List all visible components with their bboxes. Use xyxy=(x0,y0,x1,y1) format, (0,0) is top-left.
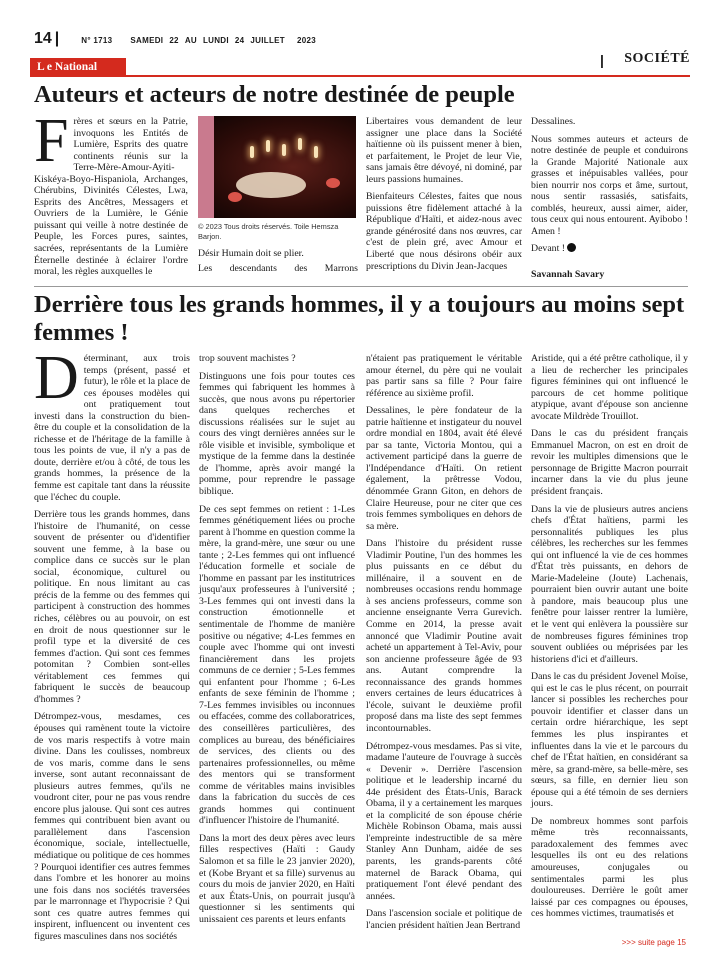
article1-column-4 xyxy=(531,116,688,287)
article2-col4-p2: Dans le cas du président français Emmanuel Macron, on est en droit de revoir les multiples dimensions que le personnage de Brigitte Macron pourrait incarner dans la vie du plus jeune président français. xyxy=(531,428,688,498)
article2-title: Derrière tous les grands hommes, il y a toujours au moins sept femmes ! xyxy=(34,291,685,346)
article2-col4-p1: Aristide, qui a été prêtre catholique, il y a lieu de rechercher les principales figures féminines qui ont influencé le parcours de cet homme politique atypique, avant d'épouse son ancienne avocate Mildrède Trouillot. xyxy=(531,353,688,422)
header-separator: | xyxy=(54,30,60,47)
page-header xyxy=(34,30,688,52)
article2-col1-p3: Détrompez-vous, mesdames, ces épouses qui ramènent toute la victoire de vos maris respectifs à votre main divine. Dans les coulisses, nombreux de vos maris, comme dans le sens inverse, sont autant reconnaissant de plusieurs autres femmes, qu'ils ne voudront citer, pour ne pas vous rendre encore plus jalouse. Qui sont ces autres femmes qui contribuent bien avant ou parallèlement dans l'ascension économique, sociale, intellectuelle, médiatique ou politique de ces hommes ? Pourquoi identifier ces autres femmes dans l'ombre et les honorer au moins une fois dans nos sociétés traversées par le marronnage et l'hypocrisie ? Qui sont ces quatre autres femmes qui inspirent, influencent ou inventent ces figures masculines dans nos sociétés xyxy=(34,711,190,942)
article2-col4-p3: Dans la vie de plusieurs autres anciens chefs d'État haïtiens, parmi les personnalités publiques les plus célèbres, les recherches sur les femmes qui ont influencé la vie de ces hommes d'État très puissants, en dehors de Marie-Madeleine (Joute) Lachenais, pourraient bien ouvrir autant une boite à pandore, mais beaucoup plus une fenêtre pour laisser rentrer la lumière, et le vent qui enlèvera la poussière sur de nombreuses figures féminines trop souvent oubliées ou méprisées par les historiens d'ici et d'ailleurs. xyxy=(531,503,688,665)
brand-logo: L e National xyxy=(30,58,126,76)
article2-column-3 xyxy=(366,353,522,937)
article2-column-4 xyxy=(531,353,688,926)
article2-col3-p4: Détrompez-vous mesdames. Pas si vite, madame l'auteure de l'ouvrage à succès « Devenir ». Derrière l'ascension politique et le leadership incarné du 44e président des États-Unis, Barack Obama, il y a certainement les marques et la complicité de son épouse chérie Michèle Robinson Obama, mais aussi l'empreinte indestructible de sa mère Stanley Ann Dunham, aidée de ses parents, les grands-parents côté maternel de Barack Obama, qui pratiquement l'ont élevé pendant des années. xyxy=(366,740,522,902)
article2-lead: éterminant, aux trois temps (présent, passé et futur), le rôle et la place de ces épouses modèles qui ont pratiquement tout investi dans la construction du bien-être du couple et la consolidation de la richesse et de l'héritage de la famille à tous les points de vue, il n'y a pas de doute, derrière et/ou à côté, de tous les grands hommes, la présence de la femme est capitale tant dans la réussite que l'échec du couple. xyxy=(34,353,190,503)
article2-col1-p2: Derrière tous les grands hommes, dans l'histoire de l'humanité, on cesse souvent de présenter ou d'identifier souvent une femme, à la base ou complice dans ce succès sur le plan social, économique, culturel ou politique. En nous limitant au cas précis de la femme ou des femmes qui participent à construction des hommes riches, célèbres ou au pouvoir, on est en droit de nous questionner sur le profil type et la diversité de ces femmes d'action. Qui sont ces femmes potomitan ? Combien sont-elles véritablement ces femmes qui fabriquent le succès de beaucoup d'hommes ? xyxy=(34,509,190,705)
continued-link[interactable]: >>> suite page 15 xyxy=(621,938,686,947)
issue-number: N° 1713 xyxy=(81,36,113,45)
article2-col4-p4: Dans le cas du président Jovenel Moïse, qui est le cas le plus récent, on pourrait lancer si possibles les recherches pour pouvoir identifier et classer dans un certain ordre hiérarchique, les sept femmes les plus inspirantes et influentes dans la vie et le parcours du chef de l'État haïtien, en considérant sa mère, sa grand-mère, sa belle-mère, ses sœurs, sa fille, en dernier lieu son épouse qui a été témoin de ses derniers jours. xyxy=(531,671,688,810)
banner-rule xyxy=(30,75,690,77)
article1-col4-p3: Devant ! xyxy=(531,243,688,255)
article2-col2-p1: trop souvent machistes ? xyxy=(199,353,296,364)
article-divider xyxy=(34,286,688,287)
article1-col3-p2: Bienfaiteurs Célestes, faites que nous puissions être fidèlement attaché à la République d'Haïti, et aidez-nous avec grande générosité dans nos œuvres, car c'est de plein gré, avec Amour et Liberté que nous désirons obéir aux prescriptions du Divin Jean-Jacques xyxy=(366,191,522,272)
article2-column-2 xyxy=(199,353,355,931)
article1-signature: Savannah Savary xyxy=(531,269,605,281)
article1-col2-p2: Les descendants des Marrons xyxy=(198,262,358,274)
section-banner xyxy=(30,51,690,77)
article1-col4-p1: Dessalines. xyxy=(531,116,576,127)
article1-dropcap: F xyxy=(34,107,69,175)
page-number: 14 xyxy=(34,30,52,47)
article2-col2-p4: Dans la mort des deux pères avec leurs filles respectives (Haïti : Gaudy Salomon et sa fille le 23 janvier 2020), et (Kobe Bryant et sa fille) survenus au cours du mois de janvier 2020, en Haïti et aux États-Unis, on pourrait jusqu'à questionner si les sentiments qui unissaient ces parents et leurs enfants xyxy=(199,832,355,925)
article2-col3-p5: Dans l'ascension sociale et politique de l'ancien président haïtien Jean Bertrand xyxy=(366,908,522,931)
section-separator: | xyxy=(600,52,604,68)
article1-col4-p2: Nous sommes auteurs et acteurs de notre destinée de peuple et conduirons la Grande Majorité Nationale aux grasses et inépuisables vallées, pour bien nourrir nos corps et âme, surtout, nous sentir rassasiés, satisfaits, comblés, heureux, aussi aimer, aider, tous ceux qui nous entourent. Ayibobo ! Amen ! xyxy=(531,133,688,237)
article2-col3-p2: Dessalines, le père fondateur de la patrie haïtienne et instigateur du nouvel ordre mondial en 1804, avait été élevé par sa tante, Victoria Montou, qui a activement participé dans la guerre de l'Indépendance d'Haïti. On retient également, la prêtresse Vodou, dénommée Grann Giton, en dehors de Claire Heureuse, pour ne citer que ces trois femmes symboliques en dehors de sa mère. xyxy=(366,405,522,532)
heart-icon xyxy=(567,243,576,252)
article2-column-1 xyxy=(34,344,190,948)
article2-col3-p3: Dans l'histoire du président russe Vladimir Poutine, l'un des hommes les plus puissants en ce début du millénaire, il a souvent en de nombreuses occasions rendu hommage à ses anciens professeurs, comme son ancienne enseignante Verra Gurevich. Comme en 2014, la presse avait annoncé que Vladimir Poutine avait acheté un appartement à Tel-Aviv, pour son ancienne professeure âgée de 93 ans. Autant comprendre la reconnaissance des grands hommes envers certaines de leurs éducatrices à l'école, suivant le deuxième profil proposé dans ma liste des sept femmes incontournables. xyxy=(366,538,522,734)
article1-column-1 xyxy=(34,107,188,284)
article2-col4-p5: De nombreux hommes sont parfois même très reconnaissants, paradoxalement des femmes avec lesquelles ils ont eu des relations amoureuses, conjugales ou sentimentales parmi les plus douloureuses. Derrière le goût amer laissé par ces compagnes ou épouses, ces hommes victimes, traumatisés et xyxy=(531,815,688,920)
article2-col2-p2: Distinguons une fois pour toutes ces femmes qui fabriquent les hommes à succès, que nous avons pu répertorier dans quelques recherches et discussions réalisées sur le sujet au cours des vingt dernières années sur le rôle visible et invisible, symbolique et mystique de la femme dans la destinée de l'homme, après avoir mangé la pomme, pour reprendre le passage biblique. xyxy=(199,370,355,498)
article1-photo xyxy=(198,116,356,218)
article1-col2-p1: Désir Humain doit se plier. xyxy=(198,248,304,259)
article1-title: Auteurs et acteurs de notre destinée de peuple xyxy=(34,81,515,108)
issue-date: SAMEDI 22 AU LUNDI 24 JUILLET 2023 xyxy=(130,36,316,45)
article1-column-3 xyxy=(366,116,522,278)
article1-col3-p1: Libertaires vous demandent de leur assigner une place dans la Société haïtienne où ils puissent mener à bien, et parfaitement, le Projet de leur Vie, sans jamais être dévoyé, ni dominé, par leurs passions humaines. xyxy=(366,116,522,185)
section-name: SOCIÉTÉ xyxy=(624,51,690,66)
article1-column-2 xyxy=(198,248,358,280)
article2-col3-p1: n'étaient pas pratiquement le véritable amour éternel, du père qui ne voulait pas partir sans sa fille ? Pour faire référence au sixième profil. xyxy=(366,353,522,399)
article1-lead: rères et sœurs en la Patrie, invoquons les Entités de Lumière, Esprits des quatre continents réunis sur la Terre-Mère-Amour-Ayiti-Kiskéya-Boyo-Hispaniola, Archanges, Chérubins, Divinités Célestes, Lwa, Esprits des Ancêtres, Messagers et Ouvriers de la Lumière, le Génie puissant qui veille à notre destinée de Peuple, les Forces pures, saintes, sacrées, représentants de la Lumière Éternelle destinée à éclairer l'ordre moral, les règles auxquelles le xyxy=(34,116,188,278)
photo-caption: © 2023 Tous droits réservés. Toile Hemsza Barjon. xyxy=(198,222,339,241)
article2-col2-p3: De ces sept femmes on retient : 1-Les femmes génétiquement liées ou proche parent à l'homme en question comme la mère, la grand-mère, une sœur ou une tante ; 2-Les femmes qui ont influencé l'éducation formelle et sociale de l'homme en passant par les institutrices jusqu'aux professeures à l'université ; 3-Les femmes qui ont investi dans la construction émotionnelle et sentimentale de l'homme de manière positive ou négative; 4-Les femmes en couple avec l'homme qui ont investi financièrement dans les projets communs de ce dernier ; 5-Les femmes qui enfantent pour l'homme ; 6-Les enfants de sexe féminin de l'homme ; 7-Les femmes invisibles ou inconnues ou effacées, comme des collaboratrices, des conseillères particulières, des complices au bureau, des bénéficiaires de services, des clients ou des partenaires professionnelles, ou même des mentors qui se transforment comme de véritables mains invisibles dans la fabrication du succès de ces grands hommes qui continuent d'influencer l'histoire de l'humanité. xyxy=(199,503,355,827)
article2-dropcap: D xyxy=(34,344,79,412)
